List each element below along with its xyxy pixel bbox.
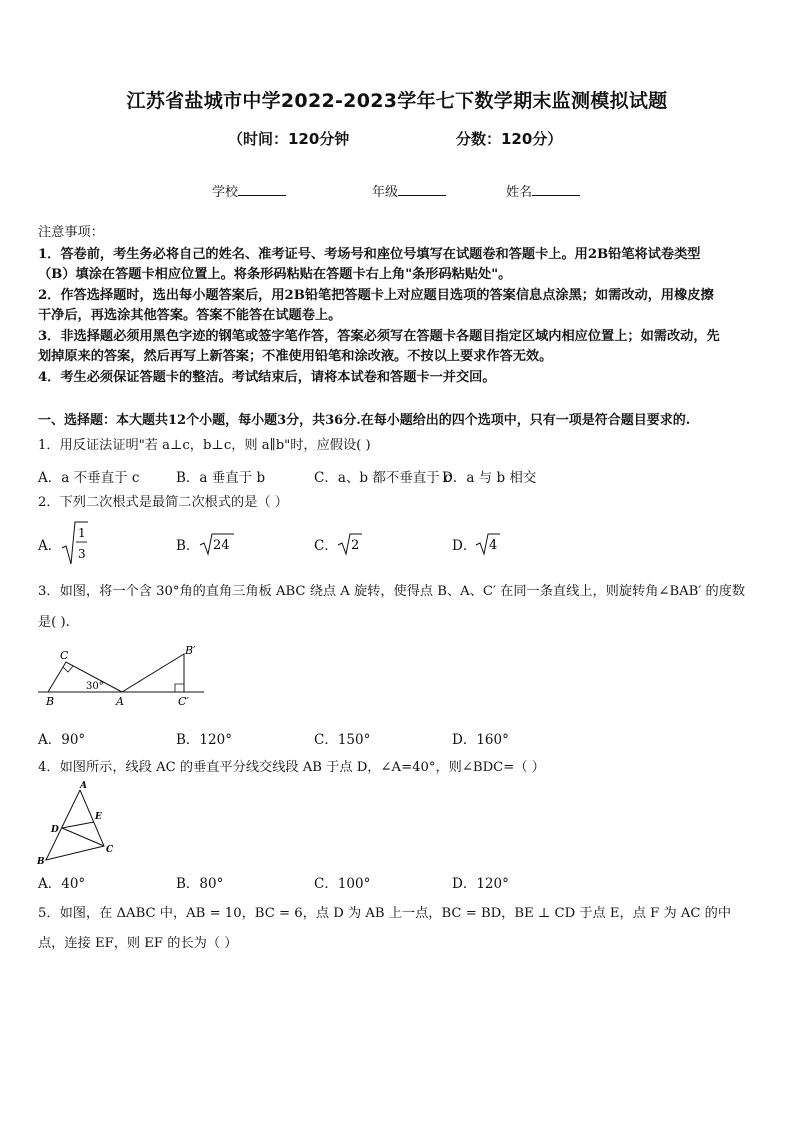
q1-option-a: A．a 不垂直于 c xyxy=(38,470,140,486)
q4-options xyxy=(38,872,778,894)
q1-option-b: B．a 垂直于 b xyxy=(176,470,266,486)
q2-radicand-numerator: 1 xyxy=(78,526,86,540)
note-line: 3．非选择题必须用黑色字迹的钢笔或签字笔作答，答案必须写在答题卡各题目指定区域内相应位置上；如需改动，先 xyxy=(38,329,720,344)
q4-label-e: E xyxy=(95,812,102,822)
q3-label-c: C xyxy=(60,649,69,662)
page-title: 江苏省盐城市中学2022-2023学年七下数学期末监测模拟试题 xyxy=(126,90,668,112)
q1-options xyxy=(38,466,778,488)
q2-radicand-b: 24 xyxy=(213,538,230,553)
section-heading: 一、选择题：本大题共12个小题，每小题3分，共36分.在每小题给出的四个选项中，只有一项是符合题目要求的. xyxy=(38,413,691,428)
name-label: 姓名 xyxy=(506,185,533,200)
note-line: 划掉原来的答案，然后再写上新答案；不准使用铅笔和涂改液。不按以上要求作答无效。 xyxy=(38,349,553,364)
q2-option-b-radical xyxy=(198,532,238,556)
q3-stem-line2: 是( ). xyxy=(38,615,70,630)
q5-stem-line2: 点，连接 EF，则 EF 的长为（ ） xyxy=(38,936,238,951)
q2-radicand-d: 4 xyxy=(489,538,498,553)
q3-label-cprime: C′ xyxy=(178,695,189,708)
q2-option-c-radical xyxy=(336,532,366,556)
name-blank xyxy=(532,183,580,196)
q4-option-b: B．80° xyxy=(176,876,224,892)
q4-figure xyxy=(32,780,122,868)
q3-label-a: A xyxy=(116,695,124,708)
grade-field xyxy=(372,181,446,200)
q3-figure xyxy=(34,642,214,712)
q2-option-a-radical xyxy=(60,520,90,568)
q4-label-b: B xyxy=(37,857,45,867)
q4-stem: 4．如图所示，线段 AC 的垂直平分线交线段 AB 于点 D，∠A=40°，则∠BDC=（ ） xyxy=(38,760,545,775)
grade-label: 年级 xyxy=(372,185,399,200)
q1-option-d: D．a 与 b 相交 xyxy=(442,470,537,486)
q2-option-c-label: C． xyxy=(314,538,338,554)
q2-option-d-label: D． xyxy=(452,538,477,554)
q3-option-d: D．160° xyxy=(452,732,509,748)
exam-time: （时间：120分钟 xyxy=(228,130,350,148)
q4-option-a: A．40° xyxy=(38,876,86,892)
q4-label-c: C xyxy=(106,845,114,855)
q1-stem: 1．用反证法证明"若 a⊥c，b⊥c，则 a∥b"时，应假设( ) xyxy=(38,438,371,453)
q3-stem-line1: 3．如图，将一个含 30°角的直角三角板 ABC 绕点 A 旋转，使得点 B、A、C′ 在同一条直线上，则旋转角∠BAB′ 的度数 xyxy=(38,584,746,599)
q2-options xyxy=(38,520,778,570)
q2-option-d-radical xyxy=(474,532,504,556)
note-line: 干净后，再选涂其他答案。答案不能答在试题卷上。 xyxy=(38,308,342,323)
q2-option-b-label: B． xyxy=(176,538,200,554)
q5-stem-line1: 5．如图，在 ΔABC 中，AB = 10，BC = 6，点 D 为 AB 上一点，BC = BD，BE ⊥ CD 于点 E，点 F 为 AC 的中 xyxy=(38,906,732,921)
q2-stem: 2．下列二次根式是最简二次根式的是（ ） xyxy=(38,495,288,510)
q4-label-d: D xyxy=(51,825,59,835)
q2-radicand-c: 2 xyxy=(351,538,360,553)
school-blank xyxy=(238,183,286,196)
q4-option-d: D．120° xyxy=(452,876,509,892)
q3-label-b: B xyxy=(46,695,55,708)
notes-heading: 注意事项： xyxy=(38,225,104,240)
q4-label-a: A xyxy=(80,781,87,791)
q3-option-c: C．150° xyxy=(314,732,371,748)
note-line: （B）填涂在答题卡相应位置上。将条形码粘贴在答题卡右上角"条形码粘贴处"。 xyxy=(38,267,512,282)
school-field xyxy=(212,181,286,200)
exam-score: 分数：120分） xyxy=(456,130,563,148)
q4-option-c: C．100° xyxy=(314,876,371,892)
note-line: 4．考生必须保证答题卡的整洁。考试结束后，请将本试卷和答题卡一并交回。 xyxy=(38,370,496,385)
name-field xyxy=(506,181,580,200)
note-line: 2．作答选择题时，选出每小题答案后，用2B铅笔把答题卡上对应题目选项的答案信息点涂黑；如需改动，用橡皮擦 xyxy=(38,288,714,303)
q2-radicand-denominator: 3 xyxy=(78,547,86,561)
q1-option-c: C．a、b 都不垂直于 c xyxy=(314,470,452,486)
q3-option-a: A．90° xyxy=(38,732,86,748)
q3-angle-label: 30° xyxy=(86,681,104,692)
note-line: 1．答卷前，考生务必将自己的姓名、准考证号、考场号和座位号填写在试题卷和答题卡上。用2B铅笔将试卷类型 xyxy=(38,247,701,262)
q3-option-b: B．120° xyxy=(176,732,232,748)
q3-options xyxy=(38,728,778,750)
q2-option-a-label: A． xyxy=(38,538,62,554)
grade-blank xyxy=(398,183,446,196)
school-label: 学校 xyxy=(212,185,239,200)
q3-label-bprime: B′ xyxy=(185,644,196,657)
